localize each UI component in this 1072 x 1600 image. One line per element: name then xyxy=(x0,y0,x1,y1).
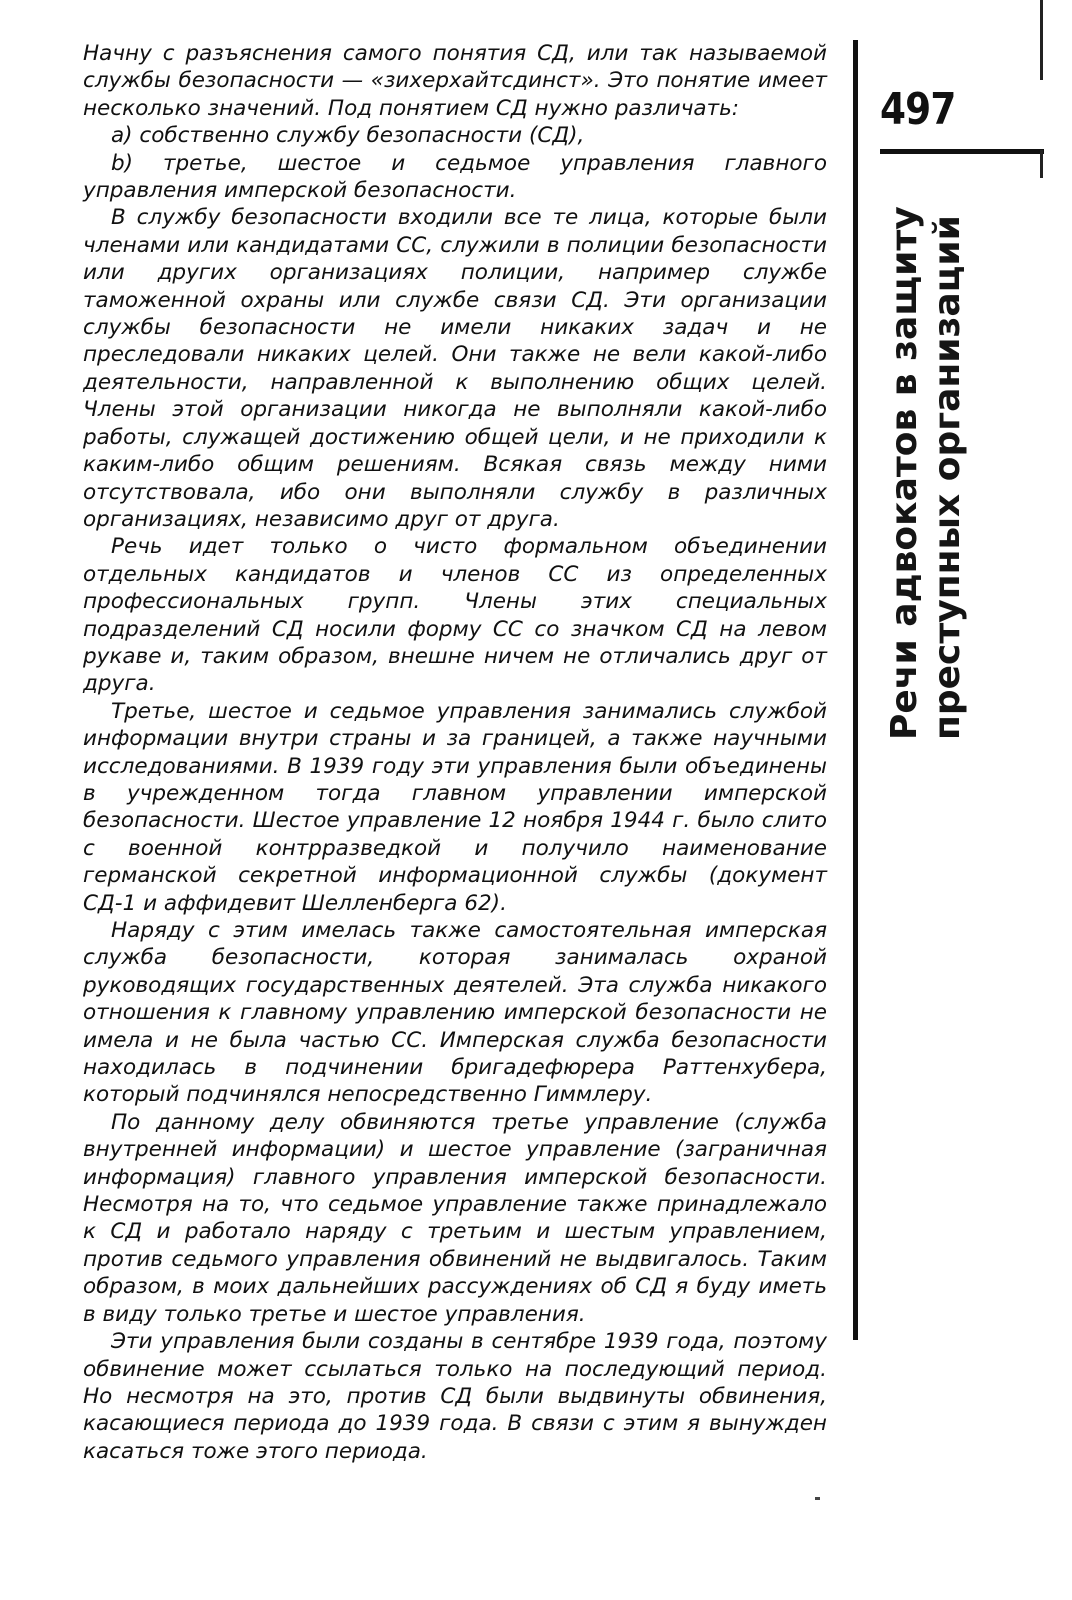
paragraph: Третье, шестое и седьмое управления занимались службой информации внутри страны и за границей, а также научными исследованиями. В 1939 году эти управления были объединены в учрежденном тогда главном управлении имперской безопасности. Шестое управление 12 ноября 1944 г. было слито с военной контрразведкой и получило наименование германской секретной информационной службы (документ СД-1 и аффидевит Шелленберга 62). xyxy=(83,698,827,916)
page-edge-mark xyxy=(1040,150,1043,178)
page-edge-mark xyxy=(1040,0,1043,80)
paragraph: По данному делу обвиняются третье управление (служба внутренней информации) и шестое управление (заграничная информация) главного управления имперской безопасности. Несмотря на то, что седьмое управление также принадлежало к СД и работало наряду с третьим и шестым управлением, против седьмого управления обвинений не выдвигалось. Таким образом, в моих дальнейших рассуждениях об СД я буду иметь в виду только третье и шестое управления. xyxy=(83,1109,827,1327)
body-text xyxy=(83,40,827,1465)
page-number: 497 xyxy=(880,84,956,135)
list-item-b: b) третье, шестое и седьмое управления главного управления имперской безопасности. xyxy=(83,150,827,204)
paragraph: Наряду с этим имелась также самостоятельная имперская служба безопасности, которая занималась охраной руководящих государственных деятелей. Эта служба никакого отношения к главному управлению имперской безопасности не имела и не была частью СС. Имперская служба безопасности находилась в подчинении бригадефюрера Раттенхубера, который подчинялся непосредственно Гиммлеру. xyxy=(83,918,827,1108)
paragraph: Эти управления были созданы в сентябре 1939 года, поэтому обвинение может ссылаться только на последующий период. Но несмотря на это, против СД были выдвинуты обвинения, касающиеся периода до 1939 года. В связи с этим я вынужден касаться тоже этого периода. xyxy=(83,1329,827,1464)
paragraph: Начну с разъяснения самого понятия СД, или так называемой службы безопасности — «зихерхайтсдинст». Это понятие имеет несколько значений. Под понятием СД нужно различать: xyxy=(83,41,827,121)
paragraph: Речь идет только о чисто формальном объединении отдельных кандидатов и членов СС из определенных профессиональных групп. Члены этих специальных подразделений СД носили форму СС со значком СД на левом рукаве и, таким образом, внешне ничем не отличались друг от друга. xyxy=(83,534,827,697)
running-head xyxy=(883,140,983,740)
vertical-rule xyxy=(853,40,858,1340)
print-speck xyxy=(815,1497,820,1500)
running-head-line-1: Речи адвокатов в защиту xyxy=(884,206,925,740)
paragraph: В службу безопасности входили все те лица, которые были членами или кандидатами СС, служили в полиции безопасности или других организациях полиции, например службе таможенной охраны или службе связи СД. Эти организации службы безопасности не имели никаких задач и не преследовали никаких целей. Они также не вели какой-либо деятельности, направленной к выполнению общих целей. Члены этой организации никогда не выполняли какой-либо работы, служащей достижению общей цели, и не приходили к каким-либо общим решениям. Всякая связь между ними отсутствовала, ибо они выполняли службу в различных организациях, независимо друг от друга. xyxy=(83,205,827,532)
running-head-line-2: преступных организаций xyxy=(927,215,968,740)
list-item-a: а) собственно службу безопасности (СД), xyxy=(111,123,585,149)
